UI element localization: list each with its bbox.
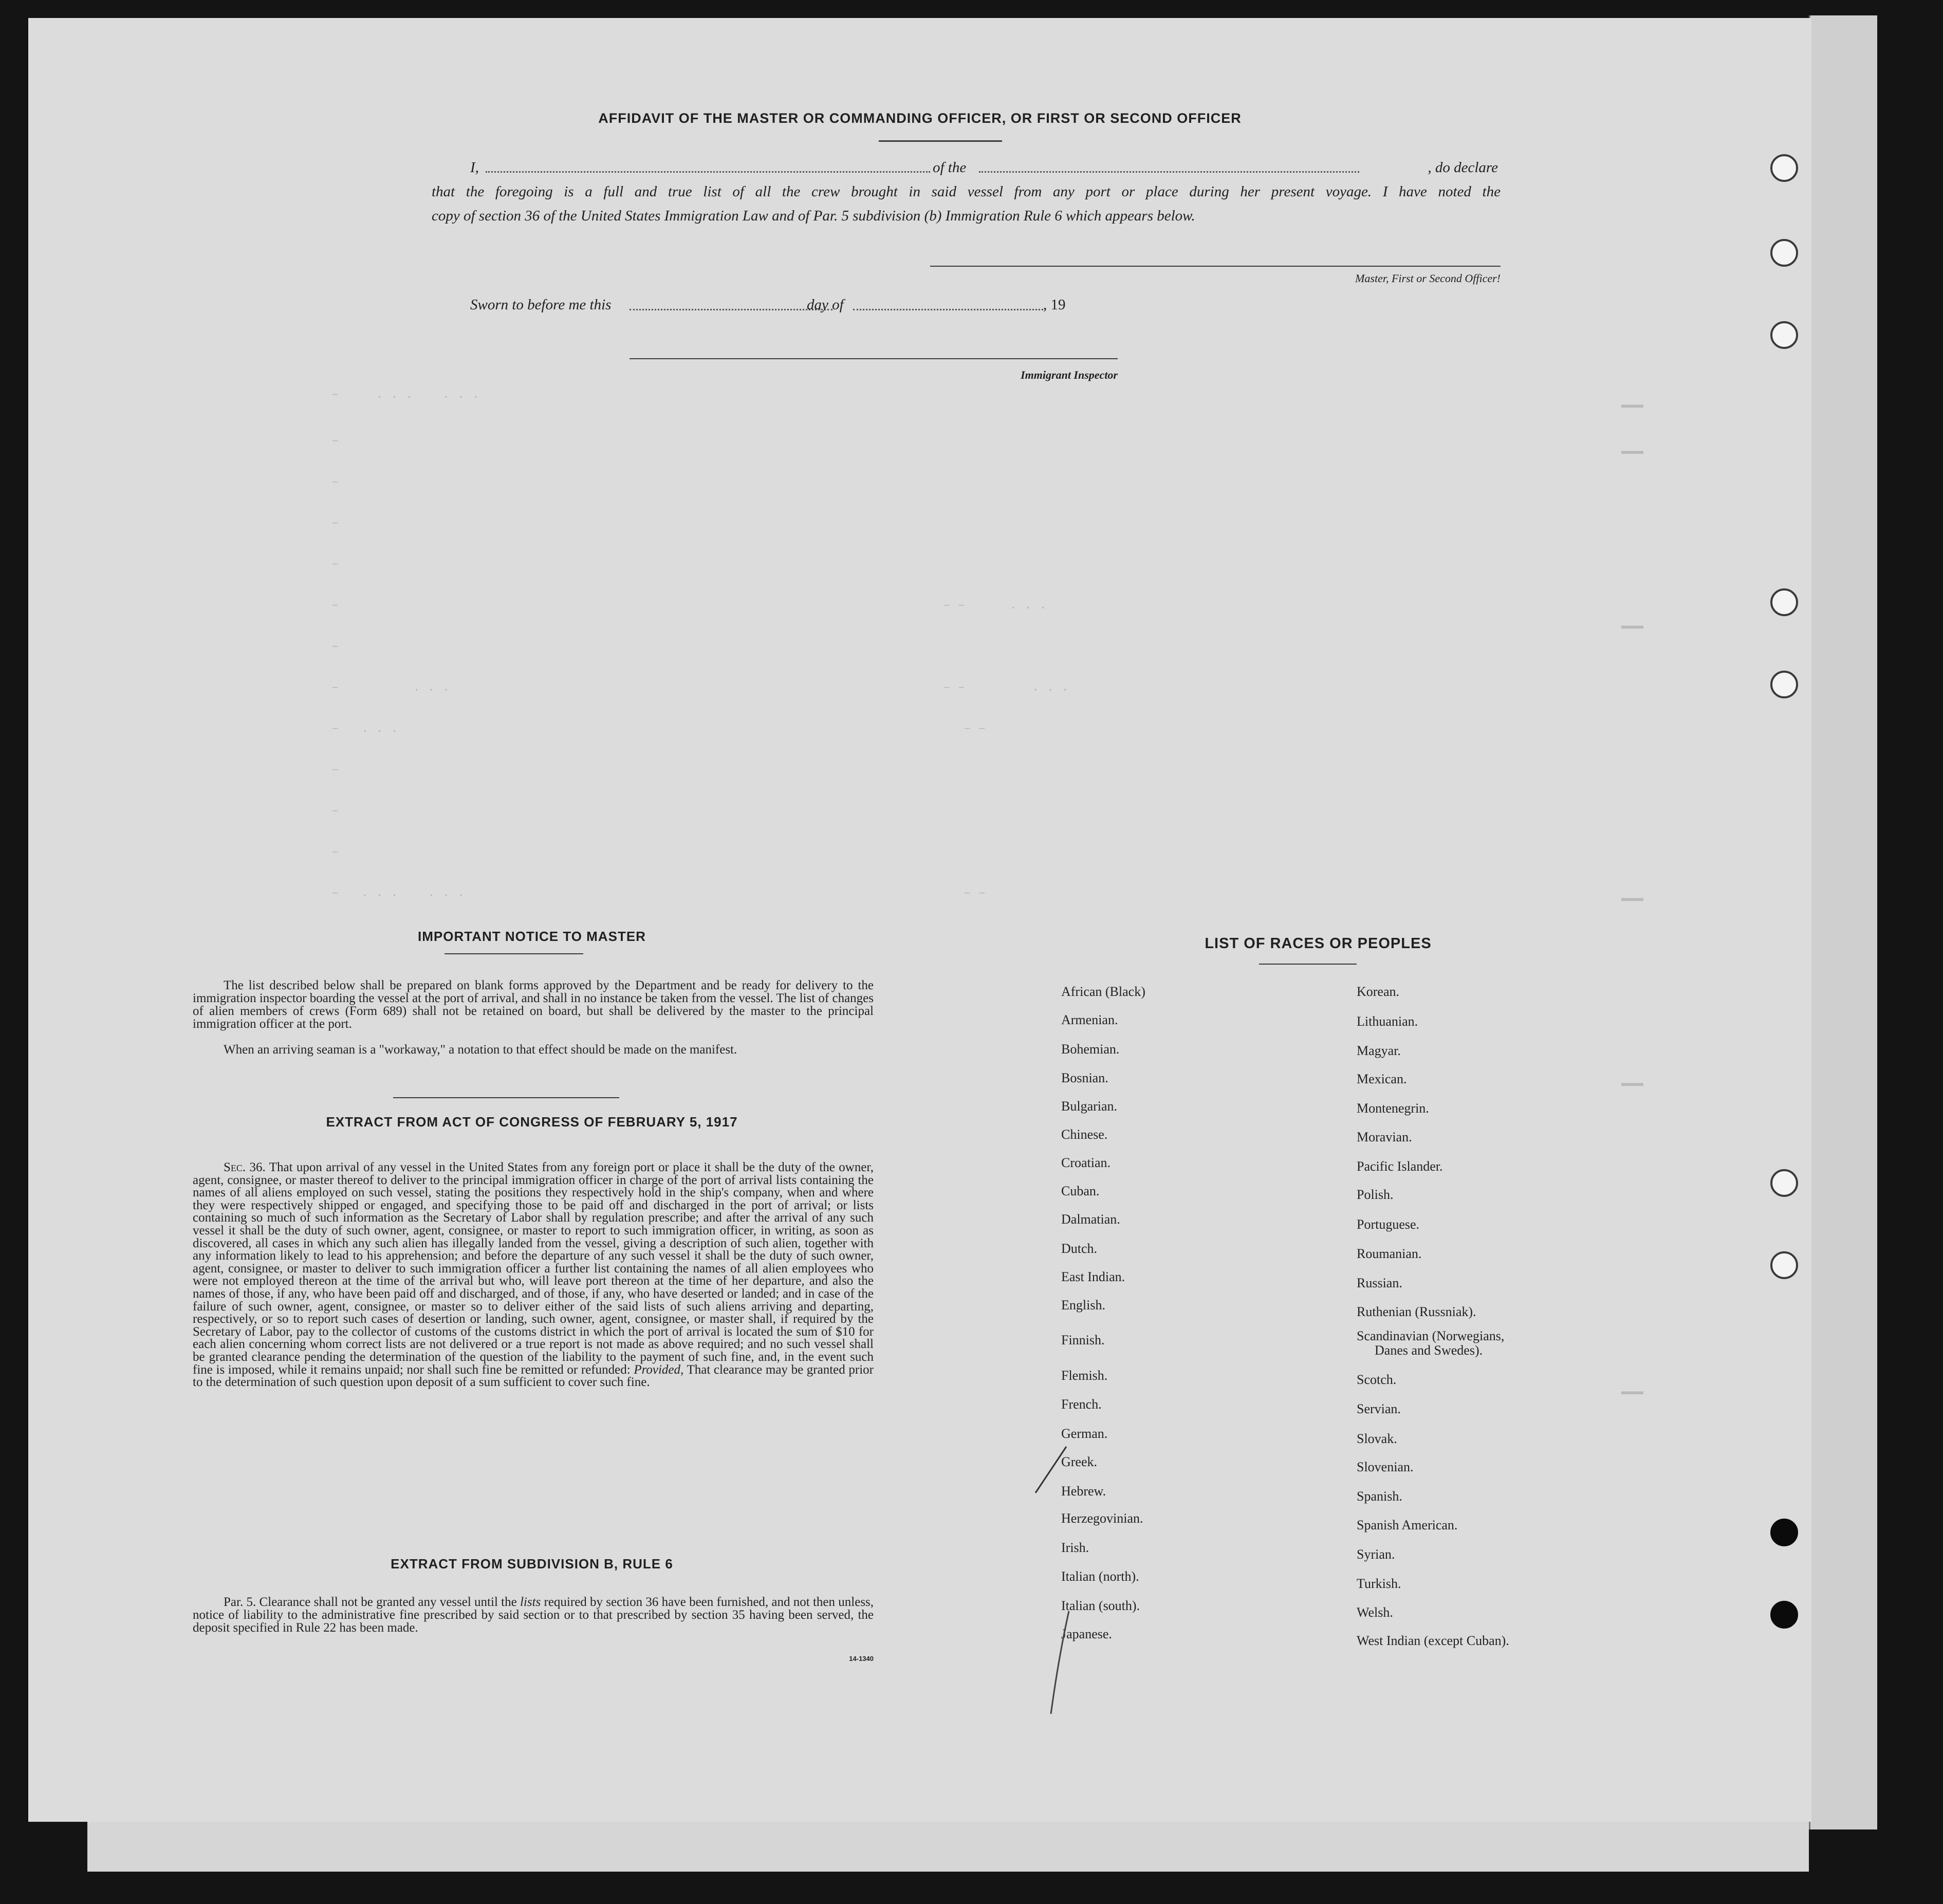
affidavit-declare-label: , do declare (1428, 159, 1498, 176)
race-item: Russian. (1357, 1276, 1402, 1290)
row-tick: – – (964, 886, 986, 900)
row-tick: – (331, 804, 339, 818)
lists-word: lists (520, 1595, 541, 1609)
race-item: Japanese. (1061, 1626, 1112, 1641)
sec-36-text-end: That clearance may be granted prior to the determination of such question upon deposit of a sum sufficient to cover such fine. (193, 1362, 874, 1390)
sworn-month-blank[interactable] (853, 309, 1043, 310)
row-tick: – (331, 640, 339, 654)
race-item: Spanish. (1357, 1489, 1402, 1504)
row-tick: – . . . (331, 681, 450, 695)
bleed-through-mark: ▬▬▬ (1621, 619, 1644, 633)
row-tick: – (331, 599, 339, 613)
row-tick: – (331, 763, 339, 777)
bleed-through-mark: ▬▬▬ (1621, 445, 1644, 458)
race-item: Finnish. (1061, 1333, 1105, 1347)
row-tick: – . . . . . . (331, 388, 480, 402)
race-item: African (Black) (1061, 984, 1145, 999)
race-item: Moravian. (1357, 1130, 1412, 1144)
affidavit-line-2: that the foregoing is a full and true list of all the crew brought in said vessel from any port or place during her present voyage. I have noted the (432, 183, 1501, 200)
punch-hole (1770, 321, 1798, 349)
section-divider (393, 1097, 619, 1098)
sec-36-label: Sec. 36. (224, 1160, 266, 1174)
rule-text-end: required by section 36 have been furnished, and not then unless, notice of liability to the administrative fine prescribed by said section or to that prescribed by section 35 having been served, the deposit specified in Rule 22 has been made. (193, 1595, 874, 1635)
race-item: Magyar. (1357, 1043, 1401, 1058)
race-item: Roumanian. (1357, 1246, 1422, 1261)
race-item: Herzegovinian. (1061, 1511, 1143, 1526)
races-title: LIST OF RACES OR PEOPLES (1205, 935, 1432, 952)
race-item: Pacific Islander. (1357, 1159, 1443, 1174)
race-item: German. (1061, 1426, 1108, 1441)
row-tick: – . . . (331, 722, 398, 736)
race-item: Slovenian. (1357, 1459, 1414, 1474)
race-item: West Indian (except Cuban). (1357, 1633, 1509, 1648)
extract-rule-title: EXTRACT FROM SUBDIVISION B, RULE 6 (391, 1556, 673, 1572)
race-item: Montenegrin. (1357, 1101, 1429, 1116)
race-item: Portuguese. (1357, 1217, 1420, 1232)
sec-36-text: That upon arrival of any vessel in the United States from any foreign port or place it shall be the duty of the owner, agent, consignee, or master thereof to deliver to the principal immigration officer in charge of the port of arrival lists containing the names of all aliens employed on such vessel, stating the positions they respectively hold in the ship's company, when and where they were respectively shipped or engaged, and specifying those to be paid off and discharged in the port of arrival; or lists containing so much of such information as the Secretary of Labor shall by regulation prescribe; and after the arrival of any such vessel it shall be the duty of such owner, agent, consignee, or master to report to such immigration officer, in writing, as soon as discovered, all cases in which any such alien has illegally landed from the vessel, giving a description of such alien, together with any information likely to lead to his apprehension; and before the departure of any such vessel it shall be the duty of such owner, agent, consignee, or master to deliver to such immigration officer a further list containing the names of all alien employees who were not employed thereon at the time of the arrival but who, will leave port thereon at the time of her departure, and also the names of those, if any, who have been paid off and discharged, and of those, if any, who have deserted or landed; and in case of the failure of such owner, agent, consignee, or master so to deliver either of the said lists of such aliens arriving and departing, respectively, or so to report such cases of desertion or landing, such owner, agent, consignee, or master shall, if required by the Secretary of Labor, pay to the collector of customs of the customs district in which the port of arrival is located the sum of $10 for each alien concerning whom correct lists are not delivered or a true report is not made as above required; and no such vessel shall be granted clearance pending the determination of the question of the liability to the payment of such fine, and, in the event such fine is imposed, while it remains unpaid; nor shall such fine be remitted or refunded: (193, 1160, 874, 1377)
race-item-continuation: Danes and Swedes). (1375, 1343, 1483, 1358)
race-item: Scandinavian (Norwegians, (1357, 1328, 1505, 1343)
row-tick: – – . . . (943, 599, 1047, 613)
bleed-through-mark: ▬▬▬ (1621, 398, 1644, 412)
provided-word: Provided, (634, 1362, 684, 1377)
punch-hole (1770, 588, 1798, 616)
affidavit-title: AFFIDAVIT OF THE MASTER OR COMMANDING OFFICER, OR FIRST OR SECOND OFFICER (598, 110, 1242, 126)
race-item: Slovak. (1357, 1431, 1397, 1446)
row-tick: – (331, 434, 339, 448)
rule-text: Par. 5. Clearance shall not be granted any vessel until the (224, 1595, 517, 1609)
race-item: Mexican. (1357, 1071, 1407, 1086)
form-page (28, 18, 1811, 1822)
race-item: Turkish. (1357, 1576, 1401, 1591)
notice-title: IMPORTANT NOTICE TO MASTER (418, 929, 646, 944)
officer-signature-line[interactable] (930, 266, 1501, 267)
extract-act-body (193, 1161, 874, 1389)
row-tick: – (331, 516, 339, 530)
inspector-caption: Immigrant Inspector (1021, 368, 1118, 381)
extract-rule-body (193, 1596, 874, 1634)
race-item: Polish. (1357, 1187, 1394, 1202)
sworn-day-label: day of (807, 297, 844, 313)
bleed-through-mark: ▬▬▬ (1621, 892, 1644, 905)
sworn-day-blank[interactable] (630, 309, 832, 310)
extract-act-title: EXTRACT FROM ACT OF CONGRESS OF FEBRUARY 5, 1917 (326, 1114, 738, 1130)
race-item: Servian. (1357, 1401, 1401, 1416)
race-item: Cuban. (1061, 1184, 1100, 1198)
race-item: Croatian. (1061, 1155, 1111, 1170)
vessel-blank[interactable] (979, 171, 1359, 173)
punch-hole (1770, 1169, 1798, 1197)
race-item: Dutch. (1061, 1241, 1098, 1256)
race-item: Flemish. (1061, 1368, 1108, 1383)
race-item: Dalmatian. (1061, 1212, 1120, 1227)
row-tick: – (331, 558, 339, 571)
race-item: Welsh. (1357, 1605, 1393, 1620)
inspector-signature-line[interactable] (630, 358, 1118, 359)
row-tick: – – . . . (943, 681, 1069, 695)
underlying-sheet-right (1809, 15, 1877, 1829)
race-item: Bohemian. (1061, 1042, 1120, 1057)
race-item: Spanish American. (1357, 1518, 1458, 1532)
affidavit-of-label: of the (933, 159, 967, 176)
race-item: Irish. (1061, 1540, 1089, 1555)
punch-hole (1770, 239, 1798, 267)
affidavit-i-label: I, (470, 159, 479, 176)
race-item: Bosnian. (1061, 1070, 1108, 1085)
punch-hole (1770, 1519, 1798, 1546)
form-number: 14-1340 (849, 1655, 874, 1662)
punch-hole (1770, 1251, 1798, 1279)
name-blank[interactable] (486, 171, 930, 173)
sworn-prefix: Sworn to before me this (470, 297, 612, 313)
punch-hole (1770, 1601, 1798, 1629)
title-underline (879, 140, 1002, 142)
bleed-through-mark: ▬▬▬ (1621, 1385, 1644, 1399)
punch-hole (1770, 154, 1798, 182)
race-item: Bulgarian. (1061, 1099, 1118, 1114)
race-item: Lithuanian. (1357, 1014, 1418, 1029)
race-item: Scotch. (1357, 1372, 1397, 1387)
race-item: English. (1061, 1298, 1105, 1313)
sworn-year-label: , 19 (1043, 297, 1066, 313)
race-item: East Indian. (1061, 1269, 1125, 1284)
notice-underline (445, 953, 583, 954)
officer-signature-caption: Master, First or Second Officer! (1355, 272, 1501, 285)
punch-hole (1770, 671, 1798, 698)
race-item: Italian (north). (1061, 1569, 1139, 1584)
affidavit-line-3: copy of section 36 of the United States Immigration Law and of Par. 5 subdivision (b) Immigration Rule 6 which appears below. (432, 208, 1195, 224)
bleed-through-mark: ▬▬▬ (1621, 1077, 1644, 1090)
race-item: French. (1061, 1397, 1102, 1412)
race-item: Chinese. (1061, 1127, 1108, 1142)
notice-paragraph-2: When an arriving seaman is a "workaway," a notation to that effect should be made on the manifest. (224, 1043, 737, 1057)
race-item: Greek. (1061, 1454, 1098, 1469)
race-item: Italian (south). (1061, 1598, 1140, 1613)
row-tick: – (331, 475, 339, 489)
race-item: Syrian. (1357, 1547, 1395, 1562)
races-underline (1259, 964, 1357, 965)
race-item: Hebrew. (1061, 1484, 1106, 1499)
row-tick: – (331, 845, 339, 859)
row-tick: – . . . . . . (331, 886, 465, 900)
notice-paragraph-1: The list described below shall be prepared on blank forms approved by the Department and be ready for delivery to the immigration inspector boarding the vessel at the port of arrival, and shall in no instance be taken from the vessel. The list of changes of alien members of crews (Form 689) shall not be retained on board, but shall be delivered by the master to the principal immigration officer at the port. (193, 978, 874, 1031)
pen-stroke (1030, 1441, 1092, 1719)
race-item: Korean. (1357, 984, 1400, 999)
race-item: Armenian. (1061, 1012, 1118, 1027)
row-tick: – – (964, 722, 986, 736)
race-item: Ruthenian (Russniak). (1357, 1304, 1476, 1319)
